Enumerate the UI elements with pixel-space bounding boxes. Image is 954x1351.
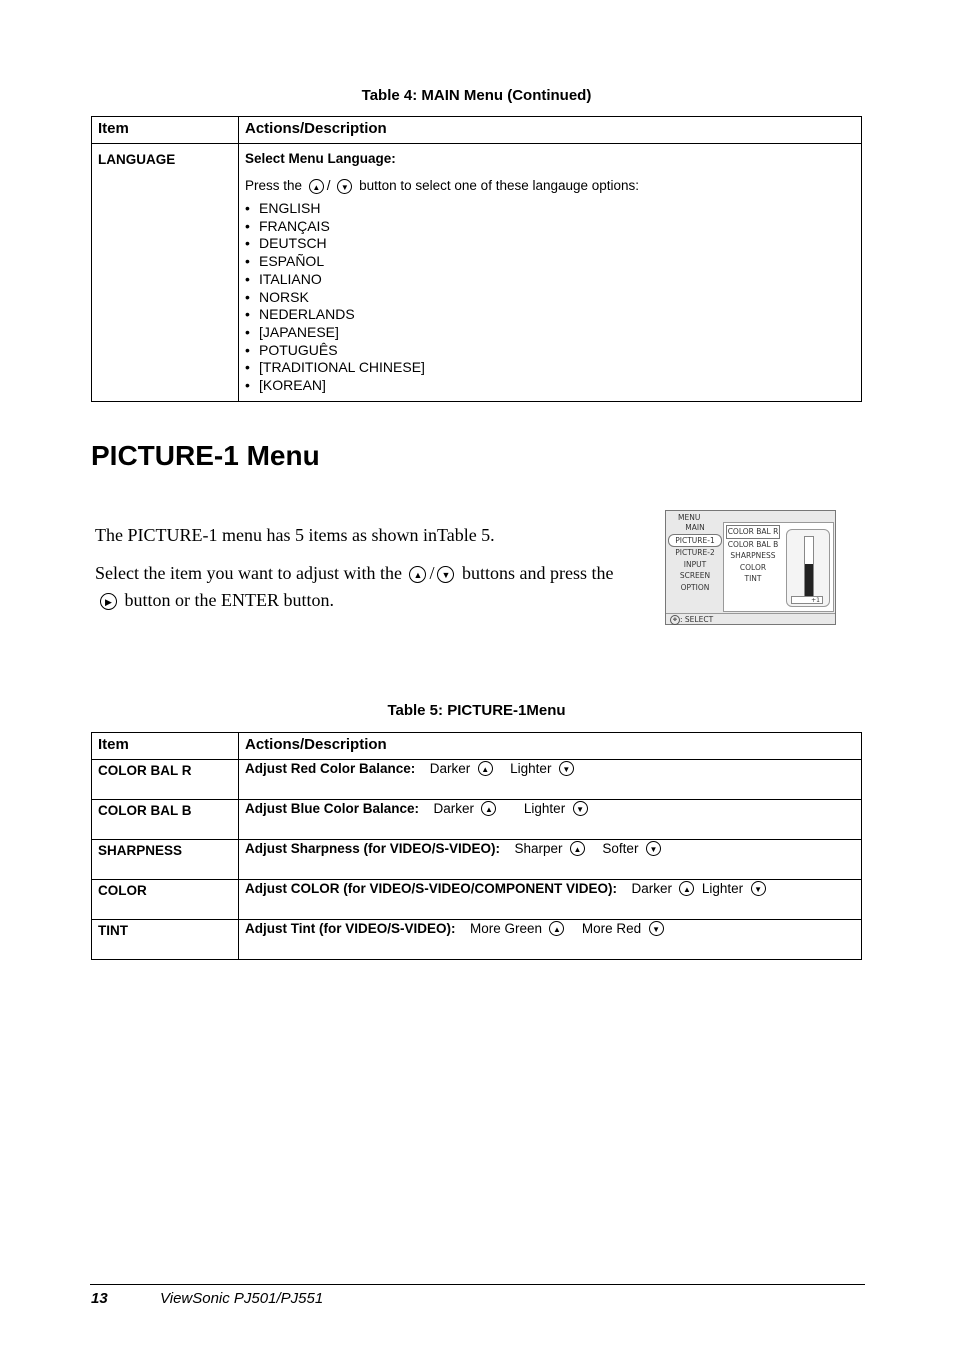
osd-gauge-track <box>804 536 814 598</box>
up-arrow-icon: ▲ <box>570 841 585 856</box>
right-arrow-icon: ▶ <box>100 593 117 610</box>
press-suffix: button to select one of these langauge options: <box>359 178 640 193</box>
section-para3 <box>100 587 334 614</box>
table-row <box>92 920 862 960</box>
up-arrow-icon: ▲ <box>309 179 324 194</box>
up-arrow-icon: ▲ <box>481 801 496 816</box>
para2-prefix: Select the item you want to adjust with the <box>95 563 402 583</box>
table4-header-desc: Actions/Description <box>239 117 862 144</box>
osd-gauge <box>786 529 830 607</box>
up-arrow-icon: ▲ <box>679 881 694 896</box>
osd-left-item: MAIN <box>685 523 705 532</box>
page-number: 13 <box>91 1290 108 1307</box>
table4-item-language: LANGUAGE <box>92 144 239 402</box>
table4-caption: Table 4: MAIN Menu (Continued) <box>361 87 592 104</box>
down-arrow-icon: ▼ <box>649 921 664 936</box>
slash: / <box>326 178 331 193</box>
table5-header-item: Item <box>92 733 239 760</box>
down-arrow-icon: ▼ <box>573 801 588 816</box>
osd-title: MENU <box>678 513 701 522</box>
row-option2: Lighter <box>701 881 744 896</box>
row-option1: Darker <box>429 761 471 776</box>
table5-desc <box>239 880 862 920</box>
row-action: Adjust Red Color Balance: <box>245 761 416 776</box>
language-item: • DEUTSCH <box>245 235 855 253</box>
up-arrow-icon: ▲ <box>478 761 493 776</box>
para2-suffix: buttons and press the <box>461 563 614 583</box>
table5-item: SHARPNESS <box>92 840 239 880</box>
row-option2: More Red <box>581 921 642 936</box>
table-row <box>92 760 862 800</box>
osd-left-item: PICTURE-2 <box>675 548 715 557</box>
down-arrow-icon: ▼ <box>437 566 454 583</box>
slash: / <box>429 563 435 583</box>
osd-sub-item: COLOR <box>739 562 767 572</box>
row-option2: Softer <box>602 841 639 856</box>
osd-left-item: INPUT <box>683 559 707 569</box>
down-arrow-icon: ▼ <box>751 881 766 896</box>
table-row <box>92 800 862 840</box>
osd-sub-item-selected: COLOR BAL R <box>726 525 780 539</box>
language-item: • [TRADITIONAL CHINESE] <box>245 359 855 377</box>
table5-item: TINT <box>92 920 239 960</box>
row-option1: Darker <box>631 881 672 896</box>
footer-rule <box>90 1284 865 1285</box>
language-item: • NORSK <box>245 289 855 307</box>
osd-menu-illustration <box>665 510 836 625</box>
joystick-icon: ✥ <box>670 615 680 625</box>
table5-desc <box>239 920 862 960</box>
language-item: • ENGLISH <box>245 200 855 218</box>
osd-left-item-selected: PICTURE-1 <box>668 534 722 548</box>
osd-submenu-panel <box>723 522 834 612</box>
table4-header-item: Item <box>92 117 239 144</box>
footer-product: ViewSonic PJ501/PJ551 <box>160 1290 324 1307</box>
table4-press-line <box>245 176 855 196</box>
table5-header-desc: Actions/Description <box>239 733 862 760</box>
table-row <box>92 880 862 920</box>
osd-submenu <box>726 525 780 585</box>
row-option1: More Green <box>469 921 542 936</box>
section-para1: The PICTURE-1 menu has 5 items as shown inTable 5. <box>95 525 495 545</box>
table4 <box>91 116 862 402</box>
section-para2 <box>95 560 613 587</box>
down-arrow-icon: ▼ <box>646 841 661 856</box>
language-item: • ITALIANO <box>245 271 855 289</box>
table5-desc <box>239 800 862 840</box>
osd-left-item: OPTION <box>680 582 710 592</box>
table-row <box>92 840 862 880</box>
osd-sub-item: COLOR BAL B <box>727 539 779 549</box>
row-option2: Lighter <box>523 801 566 816</box>
down-arrow-icon: ▼ <box>337 179 352 194</box>
table5-item: COLOR BAL R <box>92 760 239 800</box>
table4-desc-cell <box>239 144 862 402</box>
row-option1: Darker <box>433 801 474 816</box>
table4-desc-title: Select Menu Language: <box>245 151 396 166</box>
language-list <box>245 200 855 395</box>
up-arrow-icon: ▲ <box>549 921 564 936</box>
osd-gauge-fill <box>805 564 813 597</box>
row-option2: Lighter <box>510 761 552 776</box>
language-item: • FRANÇAIS <box>245 218 855 236</box>
row-option1: Sharper <box>514 841 563 856</box>
para3-text: button or the ENTER button. <box>124 590 334 610</box>
down-arrow-icon: ▼ <box>559 761 574 776</box>
section-title: PICTURE-1 Menu <box>91 440 320 471</box>
osd-footer-text: : SELECT <box>680 615 714 624</box>
press-prefix: Press the <box>245 178 303 193</box>
osd-left-item: SCREEN <box>679 571 711 580</box>
table5-desc <box>239 760 862 800</box>
table5-desc <box>239 840 862 880</box>
row-action: Adjust Blue Color Balance: <box>245 801 420 816</box>
language-item: • POTUGUÊS <box>245 342 855 360</box>
language-item: • NEDERLANDS <box>245 306 855 324</box>
table5-caption: Table 5: PICTURE-1Menu <box>387 702 566 719</box>
table5 <box>91 732 862 960</box>
language-item: • [JAPANESE] <box>245 324 855 342</box>
osd-left-menu <box>668 522 722 593</box>
up-arrow-icon: ▲ <box>409 566 426 583</box>
osd-footer <box>666 613 835 624</box>
table5-item: COLOR BAL B <box>92 800 239 840</box>
osd-gauge-value: +1 <box>791 596 823 604</box>
osd-sub-item: SHARPNESS <box>730 551 776 560</box>
table5-item: COLOR <box>92 880 239 920</box>
osd-sub-item: TINT <box>744 574 762 583</box>
row-action: Adjust Sharpness (for VIDEO/S-VIDEO): <box>245 841 501 856</box>
language-item: • ESPAÑOL <box>245 253 855 271</box>
row-action: Adjust Tint (for VIDEO/S-VIDEO): <box>245 921 456 936</box>
row-action: Adjust COLOR (for VIDEO/S-VIDEO/COMPONENT VIDEO): <box>245 881 618 896</box>
language-item: • [KOREAN] <box>245 377 855 395</box>
